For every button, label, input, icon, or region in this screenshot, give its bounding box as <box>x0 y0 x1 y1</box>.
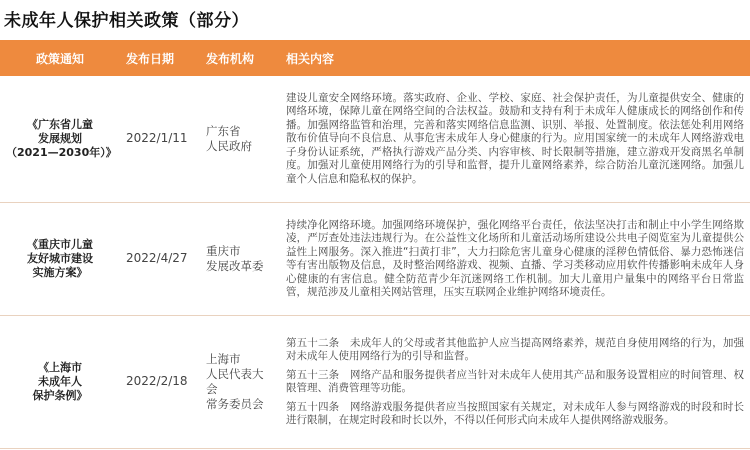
publish-agency: 上海市 人民代表大会 常务委员会 <box>200 316 280 449</box>
content-paragraph: 建设儿童安全网络环境。落实政府、企业、学校、家庭、社会保护责任，为儿童提供安全、健康的网络环境，保障儿童在网络空间的合法权益。鼓励和支持有利于未成年人健康成长的网络创作和传播。加强网络监管和治理，完善和落实网络信息监测、识别、举报、处置制度。依法惩处利用网络散布价值导向不良信息、从事危害未成年人身心健康的行为。应用国家统一的未成年人网络游戏电子身份认证系统，严格执行游戏产品分类、内容审核、时长限制等措施，建立游戏开发商黑名单制度。加强对儿童使用网络行为的引导和监督，提升儿童网络素养，综合防治儿童沉迷网络。加强儿童个人信息和隐私权的保护。 <box>286 91 744 185</box>
content-paragraph: 第五十四条 网络游戏服务提供者应当按照国家有关规定，对未成年人参与网络游戏的时段和时长进行限制，在规定时段和时长以外，不得以任何形式向未成年人提供网络游戏服务。 <box>286 400 744 426</box>
header-content: 相关内容 <box>280 40 750 76</box>
policy-name: 《重庆市儿童 友好城市建设 实施方案》 <box>0 203 120 316</box>
publish-agency: 重庆市 发展改革委 <box>200 203 280 316</box>
table-row <box>0 203 750 316</box>
content-paragraph: 第五十三条 网络产品和服务提供者应当针对未成年人使用其产品和服务设置相应的时间管理、权限管理、消费管理等功能。 <box>286 368 744 394</box>
header-date: 发布日期 <box>120 40 200 76</box>
header-policy: 政策通知 <box>0 40 120 76</box>
policy-table <box>0 40 750 449</box>
page-title: 未成年人保护相关政策（部分） <box>4 11 249 31</box>
table-row <box>0 76 750 203</box>
policy-content <box>280 203 750 316</box>
table-header-row <box>0 40 750 76</box>
policy-name: 《广东省儿童 发展规划 （2021—2030年）》 <box>0 76 120 203</box>
policy-content <box>280 316 750 449</box>
publish-agency: 广东省 人民政府 <box>200 76 280 203</box>
publish-date: 2022/4/27 <box>120 203 200 316</box>
policy-name: 《上海市 未成年人 保护条例》 <box>0 316 120 449</box>
policy-content <box>280 76 750 203</box>
content-paragraph: 持续净化网络环境。加强网络环境保护，强化网络平台责任，依法坚决打击和制止中小学生网络欺凌，严厉查处违法违规行为。在公益性文化场所和儿童活动场所建设公共电子阅览室为儿童提供公益性上网服务。深入推进“扫黄打非”，大力扫除危害儿童身心健康的淫秽色情低俗、暴力恐怖迷信等有害出版物及信息，及时整治网络游戏、视频、直播、学习类移动应用软件传播影响未成年人身心健康的有害信息。健全防范青少年沉迷网络工作机制。加大儿童用户量集中的网络平台日常监管，规范涉及儿童相关网站管理，压实互联网企业维护网络环境责任。 <box>286 218 744 298</box>
content-paragraph: 第五十二条 未成年人的父母或者其他监护人应当提高网络素养，规范自身使用网络的行为，加强对未成年人使用网络行为的引导和监督。 <box>286 336 744 362</box>
publish-date: 2022/1/11 <box>120 76 200 203</box>
header-agency: 发布机构 <box>200 40 280 76</box>
publish-date: 2022/2/18 <box>120 316 200 449</box>
table-row <box>0 316 750 449</box>
